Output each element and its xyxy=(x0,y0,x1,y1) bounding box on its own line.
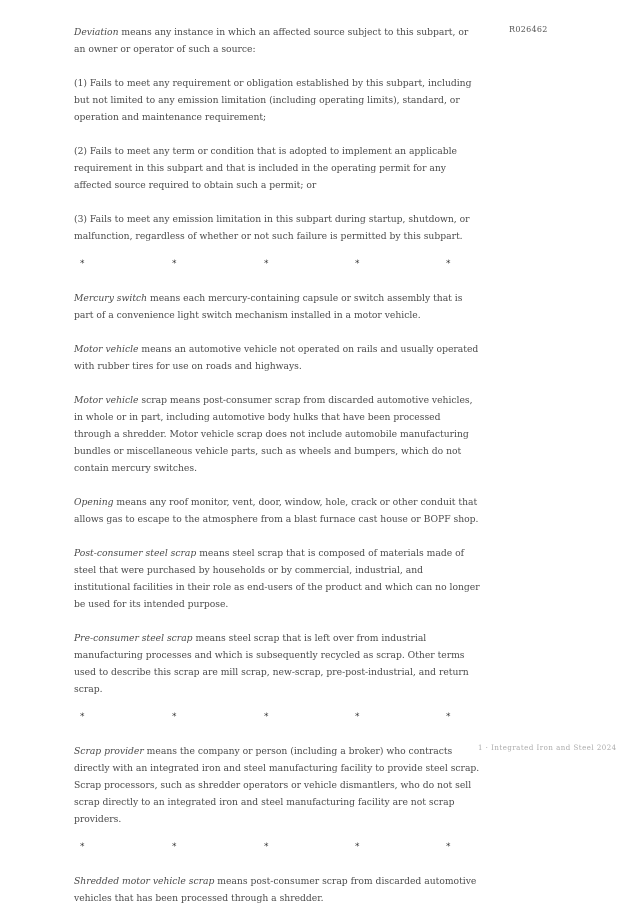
definition-text: (3) Fails to meet any emission limitation in this subpart during startup, shutdown, or malfunction, regardless of whether or not such failure is permitted by this subpart. xyxy=(74,214,470,242)
defined-term: Post-consumer steel scrap xyxy=(74,548,197,559)
definition-text: means the company or person (including a broker) who contracts directly with an integrated iron and steel manufacturing facility to provide steel scrap. Scrap processors, such as shredder operators or vehicle dismantlers, who do not sell scrap directly to an integrated iron and steel manufacturing facility are not scrap providers. xyxy=(74,746,480,825)
asterisk-mark: * xyxy=(172,259,178,269)
document-body xyxy=(74,24,480,924)
definition-text: means steel scrap that is left over from industrial manufacturing processes and which is subsequently recycled as scrap. Other terms used to describe this scrap are mill scrap, new-scrap, pre-post-industrial, and return scrap. xyxy=(74,633,469,695)
omission-stars xyxy=(74,712,480,726)
asterisk-mark: * xyxy=(264,259,270,269)
definition-paragraph xyxy=(74,743,480,828)
defined-term: Shredded motor vehicle scrap xyxy=(74,876,215,887)
definition-text: means any instance in which an affected source subject to this subpart, or an owner or operator of such a source: xyxy=(74,27,469,55)
definitions-section-top xyxy=(74,24,480,245)
definition-paragraph xyxy=(74,630,480,698)
definition-subparagraph xyxy=(74,211,480,245)
definitions-section-bottom xyxy=(74,743,480,828)
asterisk-mark: * xyxy=(264,842,270,852)
definition-paragraph xyxy=(74,873,480,907)
definitions-section-middle xyxy=(74,290,480,698)
omission-stars xyxy=(74,259,480,273)
definition-text: (2) Fails to meet any term or condition that is adopted to implement an applicable requirement in this subpart and that is included in the operating permit for any affected source required to obtain such a permit; or xyxy=(74,146,457,191)
asterisk-mark: * xyxy=(355,842,361,852)
definition-text: scrap means post-consumer scrap from discarded automotive vehicles, in whole or in part, including automotive body hulks that have been processed through a shredder. Motor vehicle scrap does not include automobile manufacturing bundles or miscellaneous vehicle parts, such as wheels and bumpers, which do not contain mercury switches. xyxy=(74,395,473,474)
definition-text: means any roof monitor, vent, door, window, hole, crack or other conduit that allows gas to escape to the atmosphere from a blast furnace cast house or BOPF shop. xyxy=(74,497,479,525)
defined-term: Mercury switch xyxy=(74,293,148,304)
asterisk-mark: * xyxy=(80,842,86,852)
definition-text: means each mercury-containing capsule or switch assembly that is part of a convenience light switch mechanism installed in a motor vehicle. xyxy=(74,293,463,321)
asterisk-mark: * xyxy=(446,842,452,852)
defined-term: Motor vehicle xyxy=(74,395,139,406)
defined-term: Motor vehicle xyxy=(74,344,139,355)
document-id: R026462 xyxy=(509,25,548,34)
definition-text: means steel scrap that is composed of materials made of steel that were purchased by households or by commercial, industrial, and institutional facilities in their role as end-users of the product and which can no longer be used for its intended purpose. xyxy=(74,548,480,610)
definition-paragraph xyxy=(74,341,480,375)
definition-subparagraph xyxy=(74,75,480,126)
definition-subparagraph xyxy=(74,143,480,194)
definition-text: (1) Fails to meet any requirement or obligation established by this subpart, including but not limited to any emission limitation (including operating limits), standard, or operation and maintenance requirement; xyxy=(74,78,472,123)
asterisk-mark: * xyxy=(264,712,270,722)
definition-text: means an automotive vehicle not operated on rails and usually operated with rubber tires for use on roads and highways. xyxy=(74,344,479,372)
definition-text: means post-consumer scrap from discarded automotive vehicles that has been processed through a shredder. xyxy=(74,876,477,904)
asterisk-mark: * xyxy=(355,259,361,269)
definition-paragraph xyxy=(74,24,480,58)
definition-paragraph xyxy=(74,290,480,324)
page-footer: 1 · Integrated Iron and Steel 2024 xyxy=(478,744,617,752)
asterisk-mark: * xyxy=(446,259,452,269)
omission-stars xyxy=(74,842,480,856)
defined-term: Opening xyxy=(74,497,114,508)
asterisk-mark: * xyxy=(172,842,178,852)
defined-term: Scrap provider xyxy=(74,746,144,757)
definition-paragraph xyxy=(74,392,480,477)
defined-term: Pre-consumer steel scrap xyxy=(74,633,193,644)
definition-paragraph xyxy=(74,545,480,613)
asterisk-mark: * xyxy=(80,712,86,722)
defined-term: Deviation xyxy=(74,27,119,38)
asterisk-mark: * xyxy=(172,712,178,722)
definitions-section-last xyxy=(74,873,480,907)
definition-paragraph xyxy=(74,494,480,528)
asterisk-mark: * xyxy=(80,259,86,269)
asterisk-mark: * xyxy=(355,712,361,722)
asterisk-mark: * xyxy=(446,712,452,722)
